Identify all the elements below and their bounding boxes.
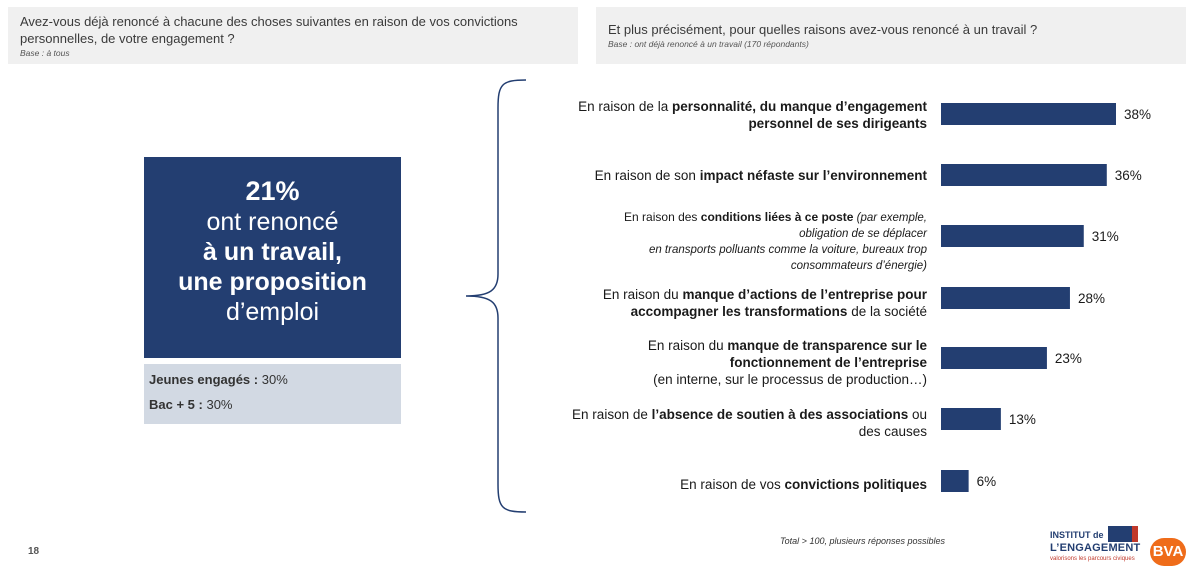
data-label: 23%	[1054, 351, 1082, 366]
institut-engagement-logo	[1050, 526, 1142, 568]
kpi-line-2: à un travail,	[203, 238, 342, 266]
data-label: 38%	[1124, 107, 1152, 122]
subgroup-label: Jeunes engagés :	[149, 372, 259, 387]
category-label: En raison de son impact néfaste sur l’environnement	[594, 168, 927, 183]
category-label: En raison des conditions liées à ce poste (par exemple, obligation de se déplacer en transports polluants comme la voiture, bureaux trop consommateurs d’énergie)	[624, 210, 927, 272]
logo-tagline: valorisons les parcours civiques	[1050, 556, 1135, 562]
bar	[941, 103, 1116, 125]
category-label: En raison de la personnalité, du manque d’engagement personnel de ses dirigeants	[578, 99, 927, 131]
logo-line-1: INSTITUT de	[1050, 530, 1104, 540]
bar	[941, 225, 1084, 247]
footnote: Total > 100, plusieurs réponses possibles	[780, 536, 946, 546]
subgroup-label: Bac + 5 :	[149, 397, 203, 412]
bva-logo: BVA	[1150, 538, 1186, 566]
category-label: En raison de vos convictions politiques	[680, 477, 927, 492]
kpi-percentage: 21%	[245, 176, 300, 206]
bar	[941, 408, 1001, 430]
kpi-line-3: une proposition	[178, 268, 367, 296]
left-question-base: Base : à tous	[20, 48, 70, 58]
right-question-base: Base : ont déjà renoncé à un travail (170 répondants)	[608, 39, 809, 49]
bar	[941, 470, 969, 492]
logo-line-2: L’ENGAGEMENT	[1050, 542, 1141, 554]
page-number: 18	[28, 546, 40, 557]
data-label: 36%	[1114, 168, 1142, 183]
kpi-line-1: ont renoncé	[206, 208, 339, 236]
category-label: En raison de l’absence de soutien à des associations ou des causes	[572, 407, 927, 439]
bar	[941, 347, 1047, 369]
left-question-title: Avez-vous déjà renoncé à chacune des choses suivantes en raison de vos convictions personnelles, de votre engagement ?	[20, 14, 518, 46]
data-label: 6%	[976, 474, 997, 489]
data-label: 28%	[1077, 291, 1105, 306]
bar	[941, 164, 1107, 186]
bar	[941, 287, 1070, 309]
data-label: 13%	[1008, 412, 1036, 427]
kpi-line-4: d’emploi	[225, 298, 320, 326]
data-label: 31%	[1091, 229, 1119, 244]
subgroup-value: 30%	[261, 372, 288, 387]
category-label: En raison du manque d’actions de l’entreprise pour accompagner les transformations de la société	[602, 287, 927, 319]
category-label: En raison du manque de transparence sur le fonctionnement de l’entreprise (en interne, sur le processus de production…)	[647, 338, 927, 387]
subgroup-value: 30%	[206, 397, 233, 412]
right-question-title: Et plus précisément, pour quelles raisons avez-vous renoncé à un travail ?	[608, 22, 1038, 37]
flag-icon	[1108, 526, 1138, 542]
